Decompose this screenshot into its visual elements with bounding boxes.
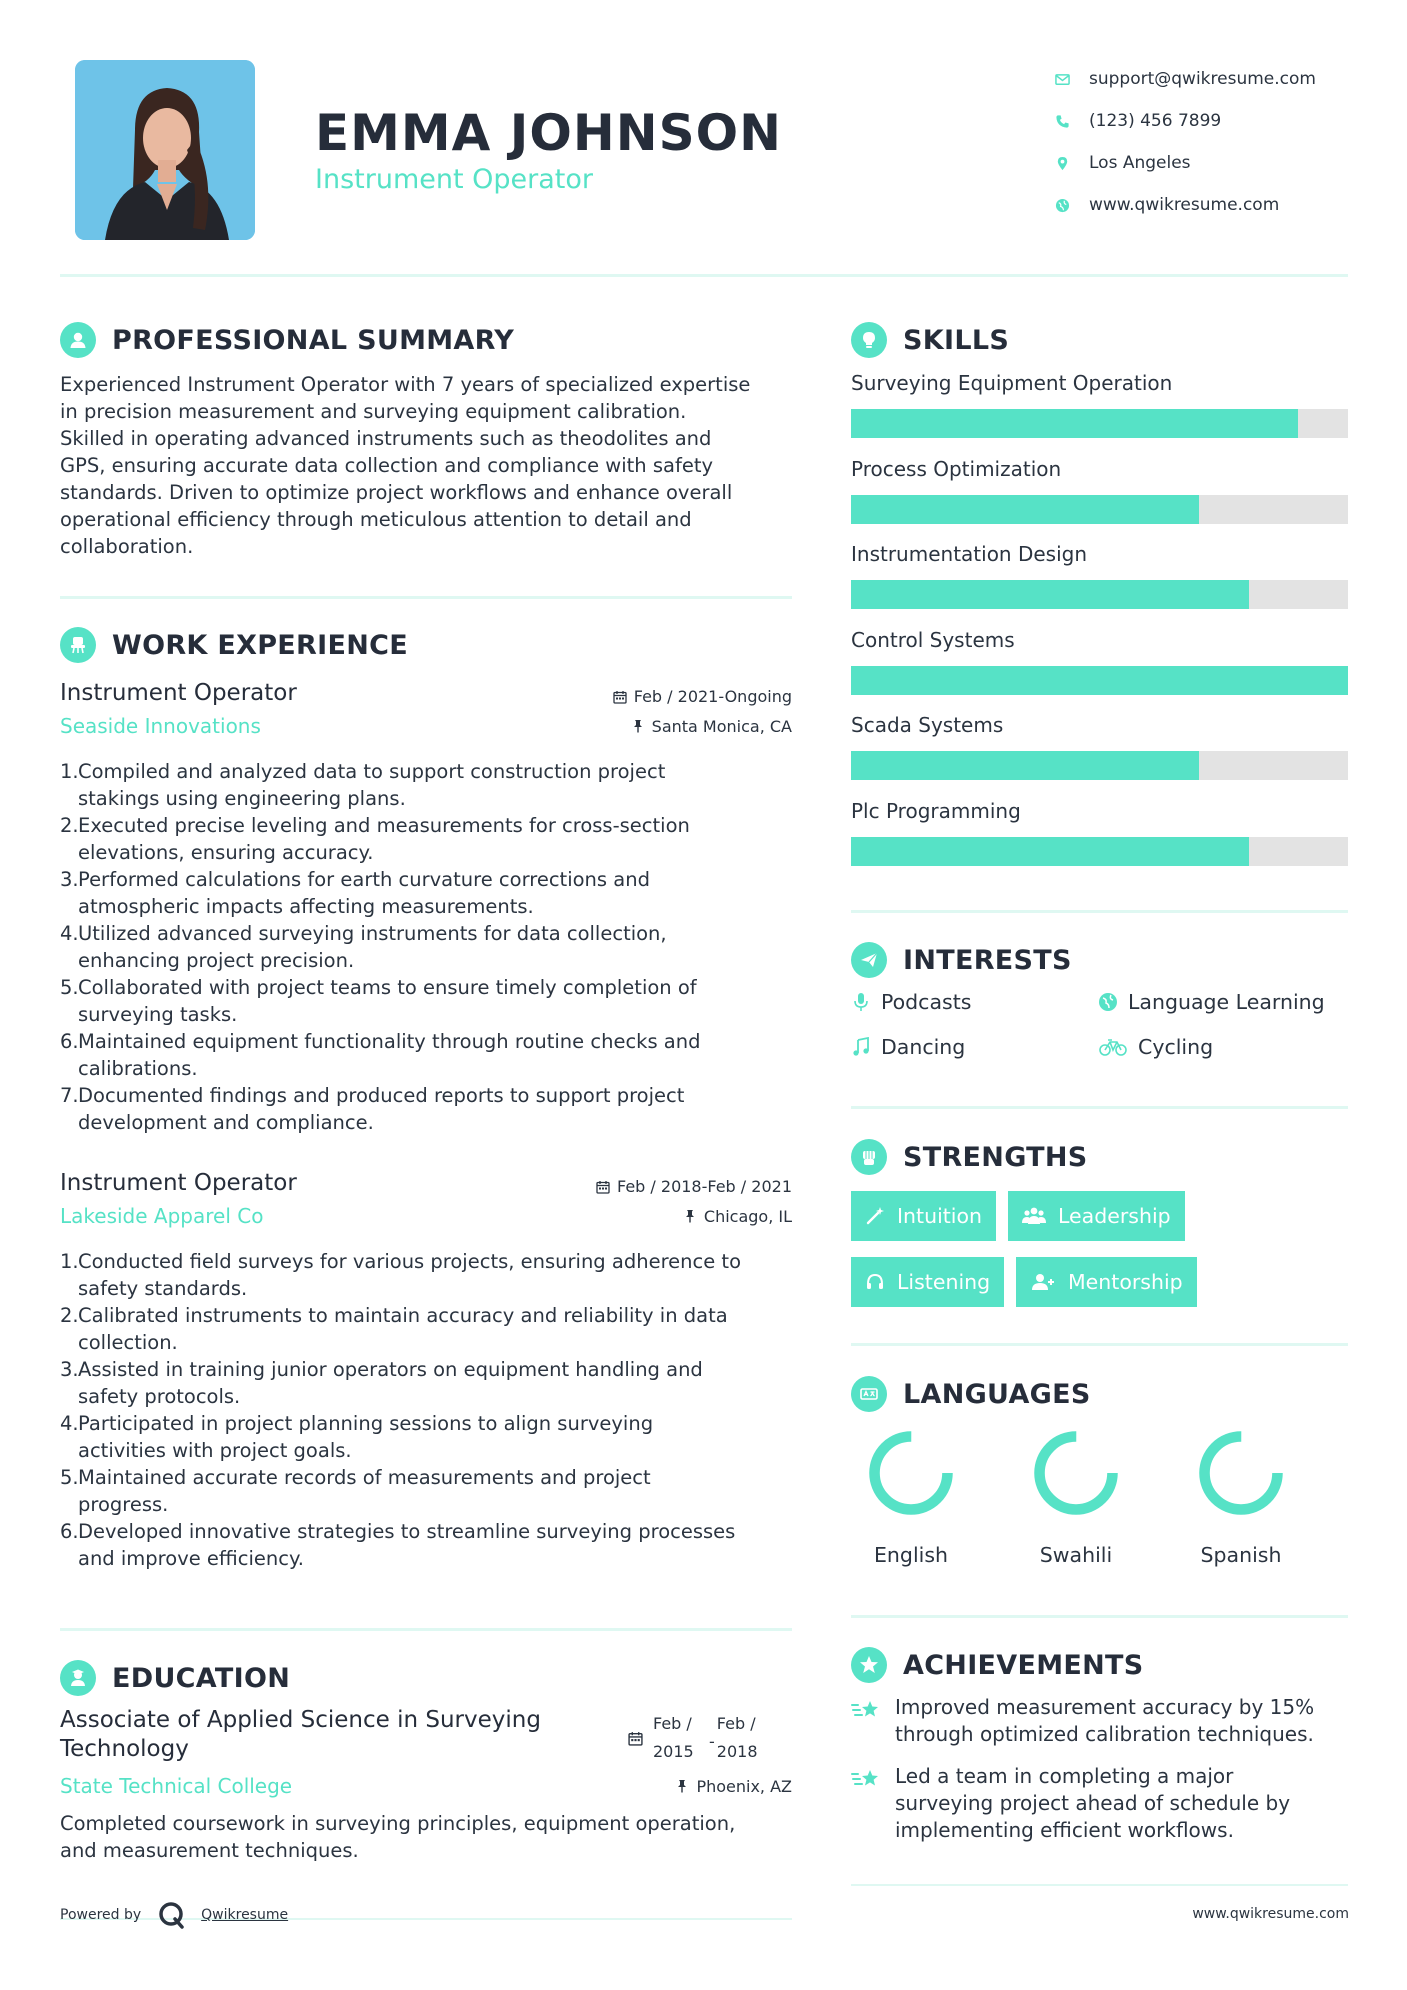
contact-phone-text: (123) 456 7899: [1089, 111, 1222, 131]
skill-bar: [851, 837, 1348, 866]
footer-website[interactable]: www.qwikresume.com: [1192, 1906, 1349, 1922]
list-item: 5. Collaborated with project teams to ensure timely completion of surveying tasks.: [60, 976, 697, 1026]
microphone-icon: [851, 992, 871, 1012]
language-level-arc: [1205, 1437, 1278, 1510]
interests-divider: [851, 1106, 1348, 1109]
work-divider: [60, 1628, 792, 1631]
education-heading: [60, 1660, 290, 1696]
strength-tag: Intuition: [851, 1191, 996, 1241]
skill-bar: [851, 580, 1348, 609]
calendar-icon: [613, 690, 627, 704]
footer-divider-right: [851, 1884, 1348, 1886]
achievements-title: ACHIEVEMENTS: [903, 1649, 1144, 1681]
qwikresume-link[interactable]: Qwikresume: [201, 1907, 289, 1923]
strengths-divider: [851, 1343, 1348, 1346]
translate-icon: [851, 1376, 887, 1412]
skill-name: Scada Systems: [851, 713, 1004, 737]
mail-icon: [1055, 72, 1089, 87]
skill-bar-fill: [851, 837, 1249, 866]
profile-photo: [75, 60, 255, 240]
list-item: 1. Conducted field surveys for various projects, ensuring adherence to safety standards.: [60, 1250, 742, 1300]
strength-tag: Listening: [851, 1257, 1004, 1307]
achievement-item: [851, 1763, 1351, 1844]
contact-location-text: Los Angeles: [1089, 153, 1191, 173]
music-note-icon: [851, 1037, 871, 1057]
qwikresume-logo-icon: [157, 1900, 187, 1930]
language-level-ring: [1028, 1425, 1124, 1521]
education-title: EDUCATION: [112, 1662, 291, 1694]
skill-bar-fill: [851, 495, 1199, 524]
education-location: [675, 1777, 792, 1796]
achievement-line: Improved measurement accuracy by 15%: [895, 1695, 1315, 1719]
achievements-heading: [851, 1647, 1144, 1683]
language-item: [841, 1425, 981, 1567]
achievement-item: [851, 1694, 1351, 1748]
pushpin-icon: [631, 719, 645, 733]
fist-icon: [851, 1139, 887, 1175]
skills-heading: [851, 322, 1009, 358]
skill-bar-fill: [851, 751, 1199, 780]
education-dates: [628, 1710, 758, 1766]
achievement-line: surveying project ahead of schedule by: [895, 1791, 1291, 1815]
map-pin-icon: [1055, 156, 1089, 171]
calendar-icon: [628, 1731, 643, 1746]
job-role: Instrument Operator: [60, 680, 297, 706]
pushpin-icon: [683, 1209, 697, 1223]
interest-item: Cycling: [1098, 1035, 1213, 1059]
star-badge-icon: [851, 1647, 887, 1683]
work-heading: [60, 627, 408, 663]
languages-title: LANGUAGES: [903, 1378, 1091, 1410]
skills-title: SKILLS: [903, 324, 1010, 356]
summary-line: operational efficiency through meticulous attention to detail and: [60, 508, 692, 531]
summary-line: standards. Driven to optimize project workflows and enhance overall: [60, 481, 733, 504]
job-entry: [60, 1164, 792, 1572]
education-degree: Associate of Applied Science in Surveying Technology: [60, 1707, 541, 1762]
education-location-text: Phoenix, AZ: [696, 1776, 792, 1796]
job-entry: [60, 674, 792, 1136]
summary-line: GPS, ensuring accurate data collection and compliance with safety: [60, 454, 714, 477]
powered-by: [60, 1900, 288, 1930]
achievement-line: Led a team in completing a major: [895, 1764, 1234, 1788]
person-photo-icon: [75, 60, 255, 240]
globe-icon: [1055, 198, 1089, 213]
list-item: 4. Participated in project planning sessions to align surveying activities with project goals.: [60, 1412, 654, 1462]
achievement-line: implementing efficient workflows.: [895, 1818, 1234, 1842]
header-divider: [60, 274, 1348, 277]
skills-divider: [851, 910, 1348, 913]
strength-tag: Leadership: [1008, 1191, 1185, 1241]
education-start-year: 2015: [653, 1742, 694, 1761]
contact-location: [1055, 142, 1355, 184]
education-end-year: 2018: [716, 1742, 758, 1761]
strength-tag: Mentorship: [1016, 1257, 1197, 1307]
skill-name: Control Systems: [851, 627, 1015, 652]
summary-heading: [60, 322, 514, 358]
job-location: [631, 717, 792, 736]
calendar-icon: [596, 1180, 610, 1194]
powered-by-label: Powered by: [60, 1907, 142, 1923]
summary-line: Skilled in operating advanced instruments such as theodolites and: [60, 427, 712, 450]
language-level-arc: [875, 1437, 948, 1510]
language-name: Swahili: [1039, 1543, 1113, 1567]
language-level-ring: [1193, 1425, 1289, 1521]
job-dates: [613, 687, 792, 706]
list-item: 3. Assisted in training junior operators on equipment handling and safety protocols.: [60, 1358, 703, 1408]
summary-title: PROFESSIONAL SUMMARY: [112, 324, 515, 356]
education-end-month: Feb /: [716, 1714, 756, 1733]
language-name: Spanish: [1200, 1543, 1282, 1567]
job-location: [683, 1207, 792, 1226]
job-dates: [596, 1177, 792, 1196]
skill-bar: [851, 666, 1348, 695]
education-start-month: Feb /: [653, 1714, 692, 1733]
education-school: State Technical College: [60, 1774, 293, 1798]
contact-phone[interactable]: [1055, 100, 1355, 142]
language-item: [1171, 1425, 1311, 1567]
job-dates-text: Feb / 2018-Feb / 2021: [617, 1177, 792, 1196]
globe-icon: [1098, 992, 1118, 1012]
skill-bar-fill: [851, 409, 1298, 438]
list-item: 7. Documented findings and produced reports to support project development and compliance.: [60, 1084, 685, 1134]
list-item: 4. Utilized advanced surveying instruments for data collection, enhancing project precision.: [60, 922, 667, 972]
languages-heading: [851, 1376, 1091, 1412]
contact-block: [1055, 58, 1355, 226]
bicycle-icon: [1098, 1037, 1128, 1057]
education-date-dash: -: [709, 1731, 715, 1751]
skill-bar-fill: [851, 666, 1348, 695]
interest-item: Language Learning: [1098, 990, 1325, 1014]
achievement-line: through optimized calibration techniques.: [895, 1722, 1314, 1746]
summary-line: in precision measurement and surveying equipment calibration.: [60, 400, 687, 423]
skill-name: Plc Programming: [851, 798, 1021, 823]
job-dates-text: Feb / 2021-Ongoing: [633, 687, 792, 706]
summary-divider: [60, 596, 792, 599]
headphones-icon: [865, 1272, 885, 1292]
education-entry: [60, 1706, 792, 1864]
skill-bar: [851, 495, 1348, 524]
skill-bar: [851, 409, 1348, 438]
users-icon: [1022, 1206, 1046, 1226]
phone-icon: [1055, 114, 1089, 129]
language-name: English: [873, 1543, 949, 1567]
list-item: 3. Performed calculations for earth curvature corrections and atmospheric impacts affecting measurements.: [60, 868, 650, 918]
strengths-title: STRENGTHS: [903, 1141, 1088, 1173]
interests-title: INTERESTS: [903, 944, 1072, 976]
job-location-text: Santa Monica, CA: [651, 716, 792, 736]
summary-line: collaboration.: [60, 535, 194, 558]
chair-icon: [60, 627, 96, 663]
user-plus-icon: [1030, 1272, 1056, 1292]
contact-email[interactable]: [1055, 58, 1355, 100]
job-duties: [60, 758, 792, 1136]
work-title: WORK EXPERIENCE: [112, 629, 408, 661]
list-item: 6. Developed innovative strategies to streamline surveying processes and improve efficiency.: [60, 1520, 736, 1570]
summary-text: [60, 371, 800, 560]
job-company: Lakeside Apparel Co: [60, 1204, 264, 1228]
candidate-name: EMMA JOHNSON: [315, 104, 782, 162]
candidate-title: Instrument Operator: [315, 164, 593, 195]
magic-wand-icon: [865, 1206, 885, 1226]
interest-item: Podcasts: [851, 990, 971, 1014]
language-level-arc: [1040, 1437, 1113, 1510]
contact-website-text: www.qwikresume.com: [1089, 195, 1280, 215]
list-item: 2. Calibrated instruments to maintain accuracy and reliability in data collection.: [60, 1304, 728, 1354]
job-role: Instrument Operator: [60, 1170, 297, 1196]
user-icon: [60, 322, 96, 358]
lightbulb-icon: [851, 322, 887, 358]
job-location-text: Chicago, IL: [703, 1206, 792, 1226]
skill-name: Process Optimization: [851, 456, 1062, 481]
summary-line: Experienced Instrument Operator with 7 years of specialized expertise: [60, 373, 751, 396]
interests-heading: [851, 942, 1072, 978]
interest-item: Dancing: [851, 1035, 965, 1059]
shooting-star-icon: [851, 1763, 895, 1844]
skill-name: Instrumentation Design: [851, 542, 1088, 566]
language-level-ring: [863, 1425, 959, 1521]
strengths-heading: [851, 1139, 1088, 1175]
list-item: 6. Maintained equipment functionality through routine checks and calibrations.: [60, 1030, 701, 1080]
contact-email-text: support@qwikresume.com: [1089, 69, 1316, 89]
language-item: [1006, 1425, 1146, 1567]
list-item: 2. Executed precise leveling and measurements for cross-section elevations, ensuring accuracy.: [60, 814, 690, 864]
graduate-icon: [60, 1660, 96, 1696]
shooting-star-icon: [851, 1694, 895, 1748]
job-company: Seaside Innovations: [60, 714, 261, 738]
skill-name: Surveying Equipment Operation: [851, 371, 1173, 395]
languages-divider: [851, 1615, 1348, 1618]
paper-plane-icon: [851, 942, 887, 978]
skill-bar: [851, 751, 1348, 780]
contact-website[interactable]: [1055, 184, 1355, 226]
education-description: Completed coursework in surveying principles, equipment operation, and measurement techniques.: [60, 1812, 736, 1862]
list-item: 1. Compiled and analyzed data to support construction project stakings using engineering plans.: [60, 760, 666, 810]
skill-bar-fill: [851, 580, 1249, 609]
job-duties: [60, 1248, 792, 1572]
list-item: 5. Maintained accurate records of measurements and project progress.: [60, 1466, 651, 1516]
pushpin-icon: [675, 1779, 689, 1793]
